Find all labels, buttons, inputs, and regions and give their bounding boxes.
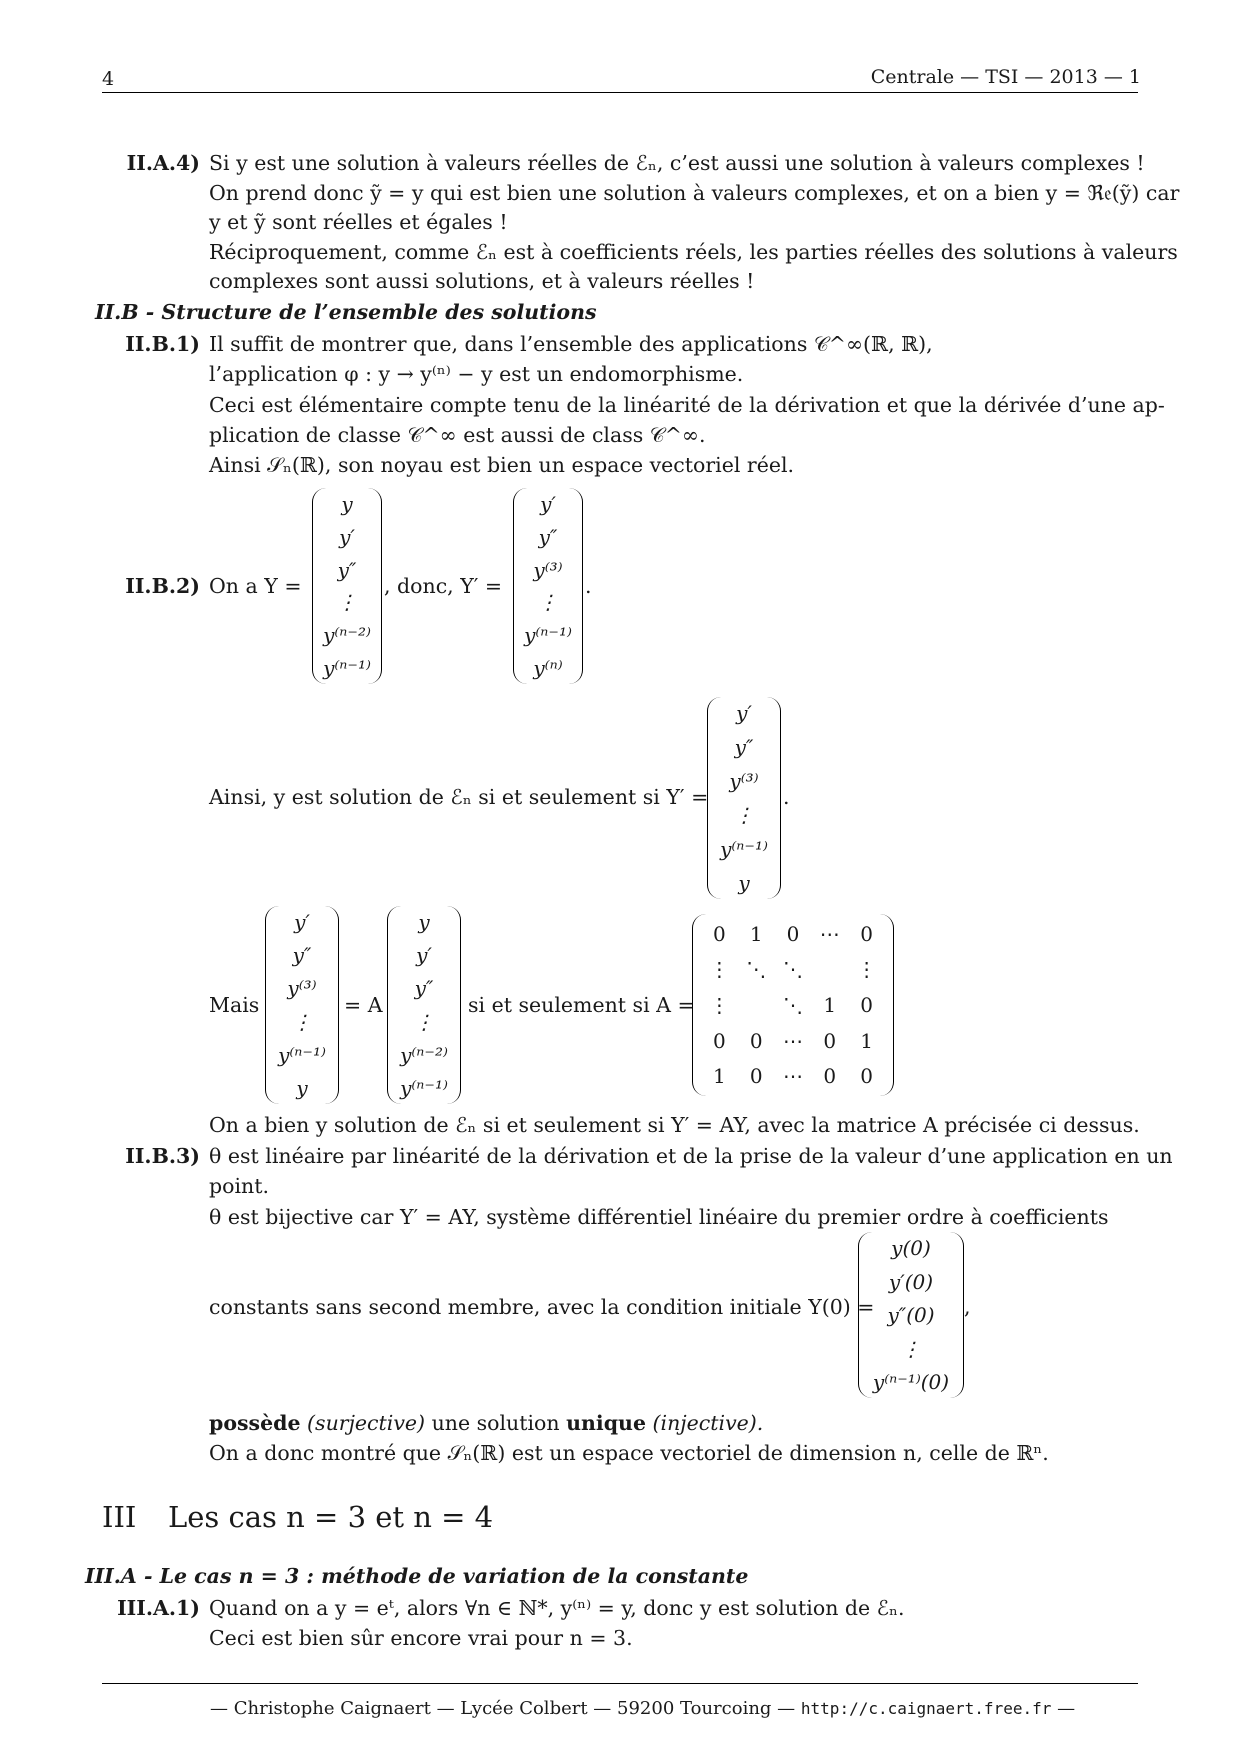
matrix-entry: y⁽ⁿ⁻¹⁾ — [720, 837, 768, 861]
matrix-entry: y⁽ⁿ⁾ — [533, 655, 563, 680]
footer-url[interactable]: http://c.caignaert.free.fr — [800, 1699, 1052, 1718]
text-line: plication de classe 𝒞^∞ est aussi de class 𝒞^∞. — [209, 423, 706, 447]
label-IIB1: II.B.1) — [125, 332, 200, 356]
matrix-entry: ⋮ — [414, 1009, 434, 1034]
text-line: Ceci est bien sûr encore vrai pour n = 3. — [209, 1626, 633, 1650]
matrix-A-entry: ⋮ — [709, 992, 730, 1017]
matrix-entry: ⋮ — [734, 803, 754, 827]
matrix-entry: y⁽ⁿ⁻²⁾ — [400, 1042, 448, 1067]
matrix-Y0 — [858, 1232, 964, 1398]
text-line: Ceci est élémentaire compte tenu de la linéarité de la dérivation et que la dérivée d’une ap- — [209, 393, 1165, 417]
matrix-A-entry: 0 — [860, 992, 873, 1017]
matrix-Y — [312, 488, 382, 684]
matrix-entry: y′ — [416, 943, 432, 968]
matrix-A-entry: 0 — [860, 921, 873, 946]
matrix-entry: y″(0) — [887, 1303, 935, 1327]
equation-text: , donc, Y′ = — [384, 574, 503, 598]
label-IIB3: II.B.3) — [125, 1144, 200, 1168]
matrix-entry: y(0) — [891, 1236, 931, 1260]
matrix-entry: y — [738, 871, 750, 895]
matrix-entry: ⋮ — [337, 590, 357, 615]
matrix-A-entry: 0 — [823, 1028, 837, 1053]
matrix-entry: y⁽ⁿ⁻¹⁾ — [323, 655, 371, 680]
running-title: Centrale — TSI — 2013 — 1 — [870, 66, 1141, 88]
matrix-entry: ⋮ — [901, 1336, 921, 1361]
text-fragment: une solution — [431, 1411, 560, 1435]
text-line — [209, 1408, 763, 1438]
text-line: Ainsi 𝒮ₙ(ℝ), son noyau est bien un espace vectoriel réel. — [209, 453, 795, 477]
text-line: constants sans second membre, avec la condition initiale Y(0) = — [209, 1295, 875, 1319]
matrix-entry: y′(0) — [888, 1269, 934, 1294]
footer-text: — Christophe Caignaert — Lycée Colbert — 59200 Tourcoing — — [210, 1698, 796, 1719]
footer — [210, 1698, 1075, 1719]
matrix-entry: y′ — [294, 910, 310, 934]
label-IIA4: II.A.4) — [126, 151, 200, 175]
subsection-title: III.A - Le cas n = 3 : méthode de variation de la constante — [85, 1564, 749, 1588]
matrix-A-entry: ⋯ — [782, 1064, 803, 1089]
equation-text: On a Y = — [209, 574, 302, 598]
footer-end: — — [1057, 1698, 1076, 1719]
matrix-A-entry: ⋯ — [819, 921, 840, 946]
matrix-A-entry: 0 — [823, 1064, 837, 1089]
section-number: III — [102, 1500, 137, 1534]
matrix-entry: y′ — [339, 524, 355, 549]
matrix-A-entry: 1 — [823, 992, 837, 1017]
text-line: Quand on a y = eᵗ, alors ∀n ∈ ℕ*, y⁽ⁿ⁾ = y, donc y est solution de ℰₙ. — [209, 1596, 905, 1620]
text-line: complexes sont aussi solutions, et à valeurs réelles ! — [209, 269, 755, 293]
italic-note: (surjective) — [307, 1411, 426, 1435]
matrix-Yp2 — [707, 697, 781, 899]
header-rule — [102, 92, 1138, 93]
page-number: 4 — [102, 68, 115, 90]
text-line: On a donc montré que 𝒮ₙ(ℝ) est un espace vectoriel de dimension n, celle de ℝⁿ. — [209, 1441, 1049, 1465]
matrix-A-entry: 0 — [860, 1064, 873, 1089]
matrix-A-entry: ⋱ — [782, 957, 803, 982]
equation-text: , — [964, 1295, 971, 1319]
matrix-entry: y⁽ⁿ⁻²⁾ — [323, 623, 371, 648]
label-IIIA1: III.A.1) — [117, 1596, 200, 1620]
matrix-A-entry: 0 — [713, 1028, 726, 1053]
bold-word: possède — [209, 1411, 301, 1435]
text-line: On a bien y solution de ℰₙ si et seulement si Y′ = AY, avec la matrice A précisée ci dessus. — [209, 1113, 1140, 1137]
text-line: Si y est une solution à valeurs réelles de ℰₙ, c’est aussi une solution à valeurs complexes ! — [209, 151, 1145, 175]
matrix-A-entry: ⋮ — [709, 957, 730, 982]
matrix-entry: ⋮ — [292, 1009, 312, 1034]
matrix-entry: y⁽ⁿ⁻¹⁾ — [524, 623, 572, 648]
subsection-title: II.B - Structure de l’ensemble des solutions — [95, 300, 597, 324]
matrix-A-entry: ⋮ — [856, 957, 877, 982]
matrix-M2 — [387, 906, 461, 1104]
text-line: On prend donc ỹ = y qui est bien une solution à valeurs complexes, et on a bien y = ℜ𝔢(ỹ) car — [209, 181, 1180, 205]
matrix-entry: y⁽ⁿ⁻¹⁾ — [278, 1042, 326, 1067]
equation-text: Ainsi, y est solution de ℰₙ si et seulement si Y′ = — [209, 785, 709, 809]
matrix-entry: y′ — [736, 701, 752, 725]
text-line: point. — [209, 1174, 269, 1198]
matrix-entry: y⁽³⁾ — [533, 557, 563, 582]
footer-rule — [102, 1683, 1138, 1684]
matrix-A-entry: ⋱ — [782, 992, 803, 1017]
matrix-A-entry: 1 — [860, 1028, 873, 1053]
label-IIB2: II.B.2) — [125, 574, 200, 598]
matrix-A-entry: ⋱ — [746, 957, 767, 982]
matrix-A-entry: 1 — [749, 921, 763, 946]
equation-text: . — [585, 574, 592, 598]
text-line: Il suffit de montrer que, dans l’ensemble des applications 𝒞^∞(ℝ, ℝ), — [209, 332, 933, 356]
text-line: θ est linéaire par linéarité de la dérivation et de la prise de la valeur d’une application en un — [209, 1144, 1173, 1168]
matrix-entry: y″ — [538, 524, 558, 549]
text-line: θ est bijective car Y′ = AY, système différentiel linéaire du premier ordre à coefficients — [209, 1205, 1109, 1229]
matrix-A-entry: 0 — [749, 1064, 763, 1089]
matrix-entry: y⁽ⁿ⁻¹⁾(0) — [872, 1370, 950, 1394]
matrix-A-entry: 1 — [713, 1064, 726, 1089]
matrix-A-entry: 0 — [786, 921, 800, 946]
matrix-entry: y″ — [414, 976, 434, 1001]
text-line: Réciproquement, comme ℰₙ est à coefficients réels, les parties réelles des solutions à valeurs — [209, 240, 1178, 264]
matrix-entry: y″ — [734, 735, 754, 759]
matrix-A-entry: ⋯ — [782, 1028, 803, 1053]
matrix-entry: y′ — [540, 492, 556, 516]
equation-text: = A — [344, 993, 383, 1017]
matrix-A-entry: 0 — [713, 921, 726, 946]
matrix-entry: y⁽³⁾ — [729, 769, 759, 793]
matrix-entry: ⋮ — [538, 590, 558, 615]
matrix-entry: y⁽ⁿ⁻¹⁾ — [400, 1075, 448, 1100]
matrix-Yp — [513, 488, 583, 684]
equation-text: . — [783, 785, 790, 809]
matrix-A — [692, 914, 894, 1096]
matrix-entry: y — [418, 910, 430, 934]
equation-text: si et seulement si A = — [468, 993, 695, 1017]
matrix-entry: y″ — [337, 557, 357, 582]
matrix-entry: y″ — [292, 943, 312, 968]
bold-word: unique — [566, 1411, 647, 1435]
text-line: l’application φ : y → y⁽ⁿ⁾ − y est un endomorphisme. — [209, 362, 744, 386]
italic-note: (injective). — [652, 1411, 764, 1435]
matrix-entry: y⁽³⁾ — [287, 976, 317, 1001]
text-line: y et ỹ sont réelles et égales ! — [209, 210, 508, 234]
section-title: Les cas n = 3 et n = 4 — [168, 1500, 494, 1534]
equation-text: Mais — [209, 993, 260, 1017]
matrix-M1 — [265, 906, 339, 1104]
matrix-A-entry: 0 — [749, 1028, 763, 1053]
matrix-entry: y — [296, 1075, 308, 1100]
matrix-entry: y — [341, 492, 353, 516]
